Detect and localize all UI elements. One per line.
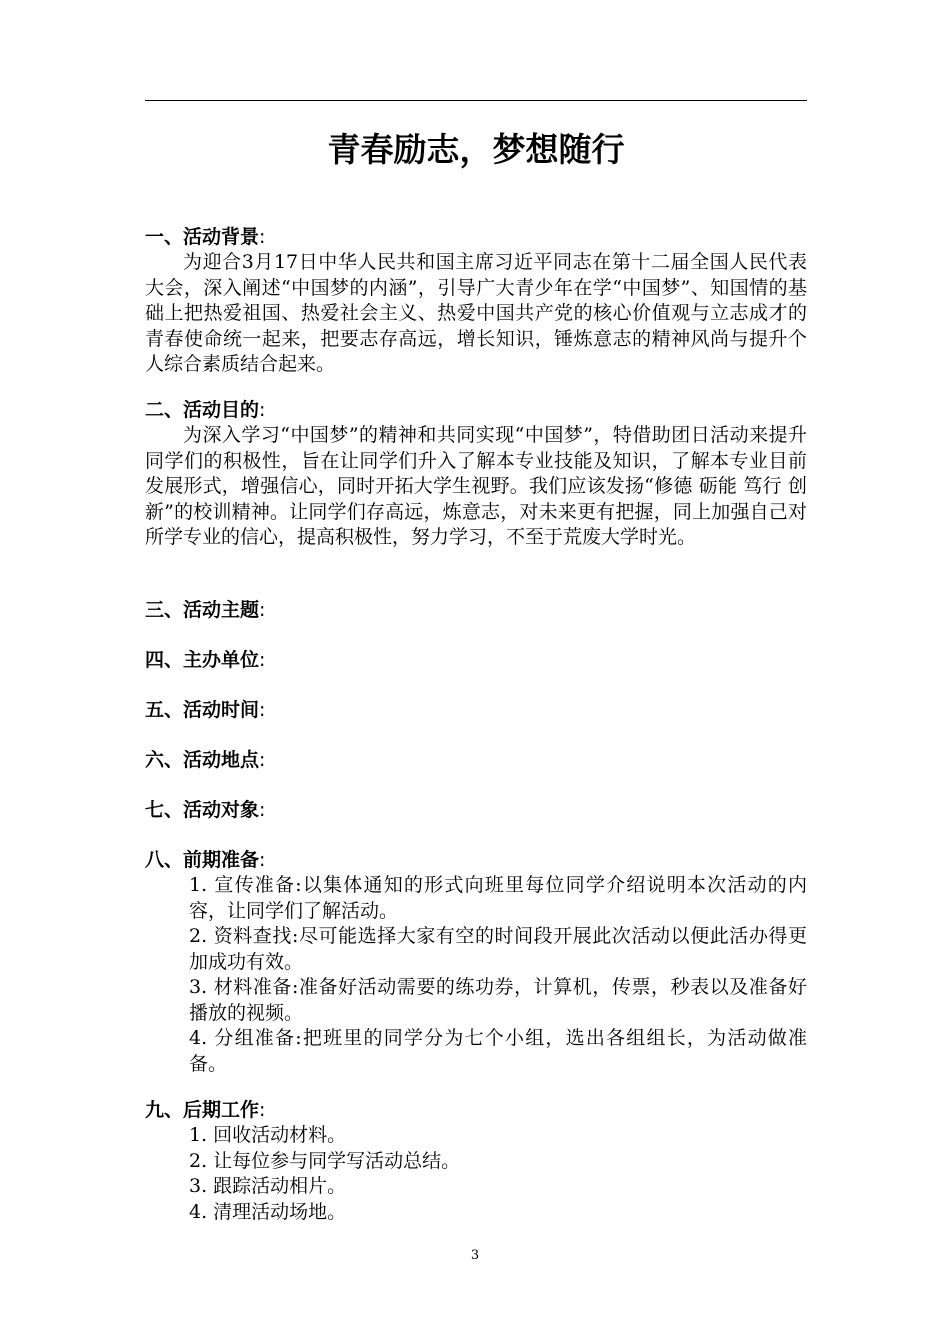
list-item: 3. 材料准备:准备好活动需要的练功券，计算机，传票，秒表以及准备好播放的视频。 (189, 976, 807, 1024)
page-number: 3 (470, 1248, 480, 1263)
list-item: 1. 回收活动材料。 (189, 1124, 347, 1146)
heading-colon: : (259, 649, 266, 671)
list-item: 2. 资料查找:尽可能选择大家有空的时间段开展此次活动以便此活办得更加成功有效。 (189, 925, 807, 973)
section-paragraph: 为深入学习“中国梦”的精神和共同实现“中国梦”，特借助团日活动来提升同学们的积极性，旨在让同学们升入了解本专业技能及知识，了解本专业目前发展形式，增强信心，同时开拓大学生视野。我们应该发扬“修德 砺能 笃行 创新”的校训精神。让同学们存高远，炼意志，对未来更有把握，同上加强自己对所学专业的信心，提高积极性，努力学习，不至于荒废大学时光。 (145, 424, 807, 548)
header-rule (145, 100, 807, 101)
heading-text: 五、活动时间 (145, 699, 260, 721)
section-heading (145, 398, 807, 423)
section-heading (145, 1098, 807, 1123)
section-purpose (145, 398, 807, 551)
section-background (145, 225, 807, 378)
list-item: 2. 让每位参与同学写活动总结。 (189, 1149, 461, 1172)
section-time (145, 698, 807, 723)
section-followup (145, 1098, 807, 1225)
heading-text: 三、活动主题 (145, 599, 260, 621)
heading-colon: : (259, 849, 266, 871)
heading-colon: : (259, 599, 266, 621)
section-audience (145, 798, 807, 823)
heading-colon: : (259, 226, 266, 248)
heading-text: 九、后期工作 (145, 1099, 260, 1121)
heading-text: 八、前期准备 (145, 849, 260, 871)
heading-colon: : (259, 699, 266, 721)
document-title: 青春励志，梦想随行 (327, 130, 625, 169)
heading-colon: : (259, 749, 266, 771)
section-theme (145, 598, 807, 623)
heading-colon: : (259, 399, 266, 421)
heading-colon: : (259, 1099, 266, 1121)
section-location (145, 748, 807, 773)
heading-text: 六、活动地点 (145, 749, 260, 771)
section-heading (145, 225, 807, 250)
preparation-list (189, 873, 807, 1077)
section-organizer (145, 648, 807, 673)
heading-text: 七、活动对象 (145, 799, 260, 821)
list-item: 3. 跟踪活动相片。 (189, 1175, 347, 1197)
section-preparation (145, 848, 807, 1077)
list-item: 1. 宣传准备:以集体通知的形式向班里每位同学介绍说明本次活动的内容，让同学们了解活动。 (189, 874, 807, 922)
heading-text: 四、主办单位 (145, 649, 260, 671)
list-item: 4. 分组准备:把班里的同学分为七个小组，选出各组组长，为活动做准备。 (189, 1027, 807, 1075)
list-item: 4. 清理活动场地。 (189, 1200, 347, 1223)
followup-list (189, 1123, 807, 1225)
heading-text: 一、活动背景 (145, 226, 260, 248)
section-heading (145, 848, 807, 873)
heading-text: 二、活动目的 (145, 399, 260, 421)
section-paragraph: 为迎合3月17日中华人民共和国主席习近平同志在第十二届全国人民代表大会，深入阐述“中国梦的内涵”，引导广大青少年在学“中国梦”、知国情的基础上把热爱祖国、热爱社会主义、热爱中国共产党的核心价值观与立志成才的青春使命统一起来，把要志存高远，增长知识，锤炼意志的精神风尚与提升个人综合素质结合起来。 (145, 251, 807, 375)
heading-colon: : (259, 799, 266, 821)
